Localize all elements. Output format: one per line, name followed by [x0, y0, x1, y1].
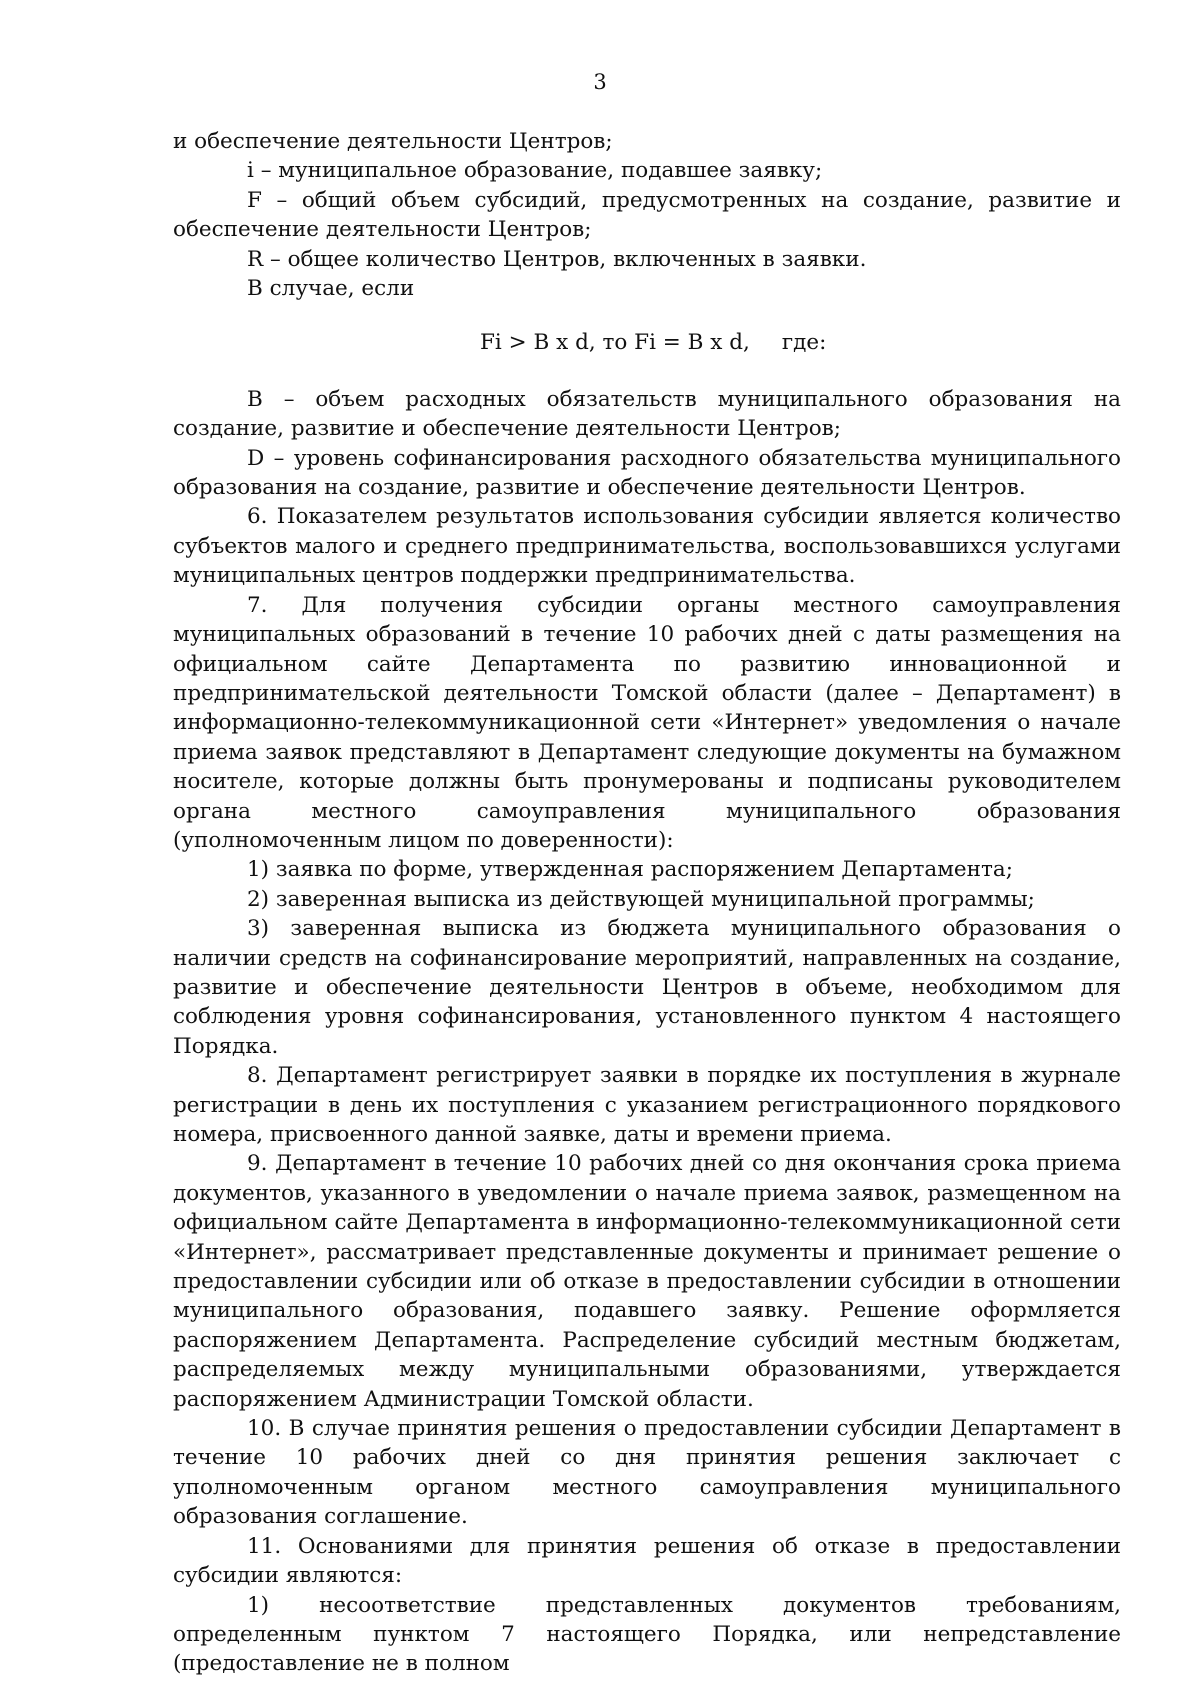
paragraph: 7. Для получения субсидии органы местного самоуправления муниципальных образований в течение 10 рабочих дней с даты размещения на официальном сайте Департамента по развитию инновационной и предпринимательской деятельности Томской области (далее – Департамент) в информационно-телекоммуникационной сети «Интернет» уведомления о начале приема заявок представляют в Департамент следующие документы на бумажном носителе, которые должны быть пронумерованы и подписаны руководителем органа местного самоуправления муниципального образования (уполномоченным лицом по доверенности):	[173, 592, 1121, 853]
paragraph: 10. В случае принятия решения о предоставлении субсидии Департамент в течение 10 рабочих дней со дня принятия решения заключает с уполномоченным органом местного самоуправления муниципального образования соглашение.	[173, 1416, 1121, 1530]
paragraph: В случае, если	[247, 276, 415, 302]
paragraph: i – муниципальное образование, подавшее заявку;	[247, 158, 823, 184]
document-body	[173, 127, 1121, 1679]
paragraph: 8. Департамент регистрирует заявки в порядке их поступления в журнале регистрации в день их поступления с указанием регистрационного порядкового номера, присвоенного данной заявке, даты и времени приема.	[173, 1063, 1121, 1147]
paragraph: 6. Показателем результатов использования субсидии является количество субъектов малого и среднего предпринимательства, воспользовавшихся услугами муниципальных центров поддержки предпринимательства.	[173, 504, 1121, 589]
list-item: 2) заверенная выписка из действующей муниципальной программы;	[247, 886, 1035, 912]
paragraph: D – уровень софинансирования расходного обязательства муниципального образования на создание, развитие и обеспечение деятельности Центров.	[173, 445, 1121, 501]
page-number: 3	[593, 70, 607, 94]
list-item: 1) несоответствие представленных документов требованиям, определенным пунктом 7 настоящего Порядка, или непредставление (предоставление не в полном	[173, 1592, 1121, 1677]
formula	[173, 328, 1121, 357]
formula-expression: Fi > B x d, то Fi = B x d,	[480, 330, 750, 356]
paragraph: B – объем расходных обязательств муниципального образования на создание, развитие и обеспечение деятельности Центров;	[173, 386, 1121, 442]
list-item: 3) заверенная выписка из бюджета муниципального образования о наличии средств на софинансирование мероприятий, направленных на создание, развитие и обеспечение деятельности Центров в объеме, необходимом для соблюдения уровня софинансирования, установленного пунктом 4 настоящего Порядка.	[173, 916, 1121, 1059]
paragraph: F – общий объем субсидий, предусмотренных на создание, развитие и обеспечение деятельности Центров;	[173, 187, 1121, 243]
paragraph: 9. Департамент в течение 10 рабочих дней со дня окончания срока приема документов, указанного в уведомлении о начале приема заявок, размещенном на официальном сайте Департамента в информационно-телекоммуникационной сети «Интернет», рассматривает представленные документы и принимает решение о предоставлении субсидии или об отказе в предоставлении субсидии в отношении муниципального образования, подавшего заявку. Решение оформляется распоряжением Департамента. Распределение субсидий местным бюджетам, распределяемых между муниципальными образованиями, утверждается распоряжением Администрации Томской области.	[173, 1151, 1121, 1412]
list-item: 1) заявка по форме, утвержденная распоряжением Департамента;	[247, 857, 1013, 883]
paragraph: и обеспечение деятельности Центров;	[173, 129, 613, 154]
paragraph: R – общее количество Центров, включенных в заявки.	[247, 246, 867, 272]
paragraph: 11. Основаниями для принятия решения об отказе в предоставлении субсидии являются:	[173, 1533, 1121, 1589]
formula-where: где:	[781, 330, 827, 356]
